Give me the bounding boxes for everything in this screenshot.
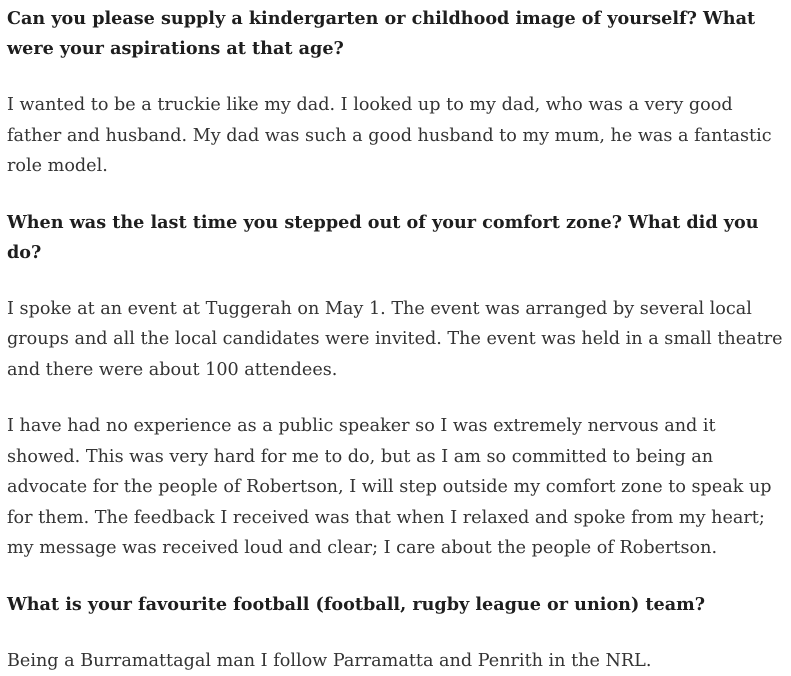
- answer-childhood: I wanted to be a truckie like my dad. I looked up to my dad, who was a very good father and husband. My dad was such a good husband to my mum, he was a fantastic role model.: [7, 90, 787, 182]
- answer-comfort-zone-event: I spoke at an event at Tuggerah on May 1. The event was arranged by several local groups and all the local candidates were invited. The event was held in a small theatre and there were about 100 attendees.: [7, 294, 787, 386]
- question-childhood: Can you please supply a kindergarten or childhood image of yourself? What were your aspirations at that age?: [7, 4, 787, 64]
- article-body: [7, 4, 787, 676]
- question-comfort-zone: When was the last time you stepped out of your comfort zone? What did you do?: [7, 208, 787, 268]
- answer-comfort-zone-speaking: I have had no experience as a public speaker so I was extremely nervous and it showed. This was very hard for me to do, but as I am so committed to being an advocate for the people of Robertson, I will step outside my comfort zone to speak up for them. The feedback I received was that when I relaxed and spoke from my heart; my message was received loud and clear; I care about the people of Robertson.: [7, 411, 787, 564]
- question-football-team: What is your favourite football (football, rugby league or union) team?: [7, 590, 787, 620]
- answer-football-team: Being a Burramattagal man I follow Parramatta and Penrith in the NRL.: [7, 646, 787, 676]
